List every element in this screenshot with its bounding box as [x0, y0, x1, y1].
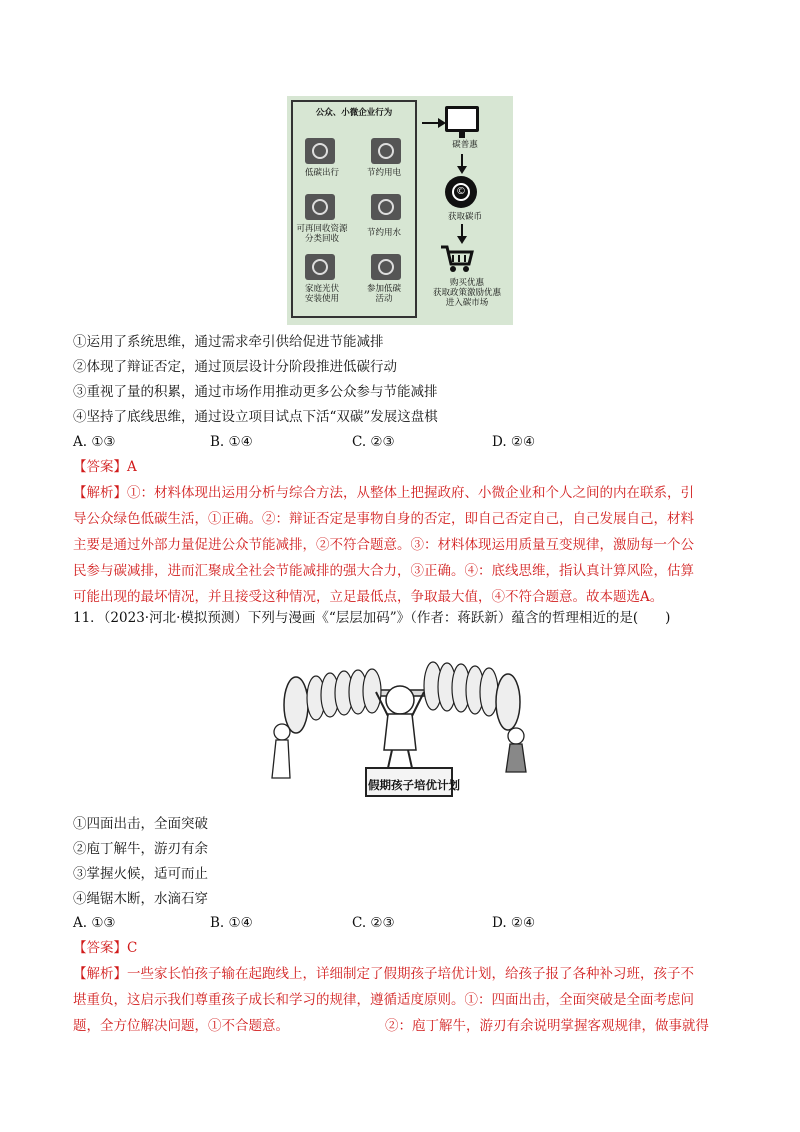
flow-step-label: 碳普惠	[452, 140, 478, 150]
statement: ③重视了量的积累，通过市场作用推动更多公众参与节能减排	[73, 384, 438, 400]
question-stem: 11．（2023·河北·模拟预测）下列与漫画《“层层加码”》（作者：蒋跃新）蕴含的哲理相近的是( )	[73, 610, 671, 626]
shopping-cart-icon	[439, 244, 475, 274]
analysis-line: 【解析】一些家长怕孩子输在起跑线上，详细制定了假期孩子培优计划，给孩子报了各种补习班，孩子不	[73, 966, 694, 982]
solar-panel-icon	[305, 254, 335, 280]
statement: ③掌握火候，适可而止	[73, 866, 208, 882]
water-tap-icon	[371, 194, 401, 220]
recycle-bin-icon	[305, 194, 335, 220]
option-b: B. ①④	[210, 915, 253, 931]
statement: ①运用了系统思维，通过需求牵引供给促进节能减排	[73, 334, 384, 350]
carbon-inclusion-figure: 公众、小微企业行为 低碳出行 节约用电 可再回收资源 分类回收 节约用水 家庭光伏 安装使用 参加低碳 活动 碳普惠 © 获取碳币 购买优惠 获取政策激励优惠 进入碳市场	[287, 96, 513, 325]
statement: ②庖丁解牛，游刃有余	[73, 841, 208, 857]
behavior-label: 参加低碳 活动	[366, 284, 401, 304]
behavior-panel	[291, 100, 417, 318]
statement: ④绳锯木断，水滴石穿	[73, 891, 208, 907]
behavior-label: 家庭光伏 安装使用	[304, 284, 339, 304]
answer-label: 【答案】A	[73, 459, 137, 475]
behavior-label: 节约用电	[366, 168, 401, 178]
statement: ④坚持了底线思维，通过设立项目试点下活“双碳”发展这盘棋	[73, 409, 438, 425]
statement: ①四面出击，全面突破	[73, 816, 208, 832]
analysis-line: 堪重负，这启示我们尊重孩子成长和学习的规律，遵循适度原则。①：四面出击，全面突破是全面考虑问	[73, 992, 694, 1008]
analysis-line: 题，全方位解决问题，①不合题意。	[73, 1018, 289, 1034]
analysis-line: 【解析】①：材料体现出运用分析与综合方法，从整体上把握政府、小微企业和个人之间的内在联系，引	[73, 485, 694, 501]
option-b: B. ①④	[210, 434, 253, 450]
answer-label: 【答案】C	[73, 940, 138, 956]
analysis-line: 主要是通过外部力量促进公众节能减排，②不符合题意。③：材料体现运用质量互变规律，激励每一个公	[73, 537, 694, 553]
flow-step-label: 获取碳币	[447, 212, 482, 222]
behavior-panel-header: 公众、小微企业行为	[315, 108, 393, 118]
analysis-line: ②：庖丁解牛，游刃有余说明掌握客观规律，做事就得	[385, 1018, 709, 1034]
analysis-line: 导公众绿色低碳生活，①正确。②：辩证否定是事物自身的否定，即自己否定自己，自己发展自己，材料	[73, 511, 694, 527]
down-arrow-icon	[457, 236, 467, 244]
behavior-label: 可再回收资源 分类回收	[296, 224, 348, 244]
statement: ②体现了辩证否定，通过顶层设计分阶段推进低碳行动	[73, 359, 397, 375]
option-c: C. ②③	[352, 915, 395, 931]
down-arrow-icon	[457, 166, 467, 174]
option-a: A. ①③	[73, 434, 116, 450]
option-d: D. ②④	[492, 915, 536, 931]
option-c: C. ②③	[352, 434, 395, 450]
analysis-line: 可能出现的最坏情况，并且接受这种情况，立足最低点，争取最大值，④不符合题意。故本题选A。	[73, 589, 664, 605]
behavior-label: 低碳出行	[304, 168, 339, 178]
hands-globe-icon	[371, 254, 401, 280]
bicycle-icon	[305, 138, 335, 164]
option-d: D. ②④	[492, 434, 536, 450]
flow-step-label: 购买优惠 获取政策激励优惠 进入碳市场	[432, 278, 501, 308]
lightbulb-icon	[371, 138, 401, 164]
behavior-label: 节约用水	[366, 228, 401, 238]
option-a: A. ①③	[73, 915, 116, 931]
monitor-icon	[445, 106, 479, 132]
analysis-line: 民参与碳减排，进而汇聚成全社会节能减排的强大合力，③正确。④：底线思维，指认真计算风险，估算	[73, 563, 694, 579]
cartoon-sign: 假期孩子培优计划	[368, 778, 460, 792]
